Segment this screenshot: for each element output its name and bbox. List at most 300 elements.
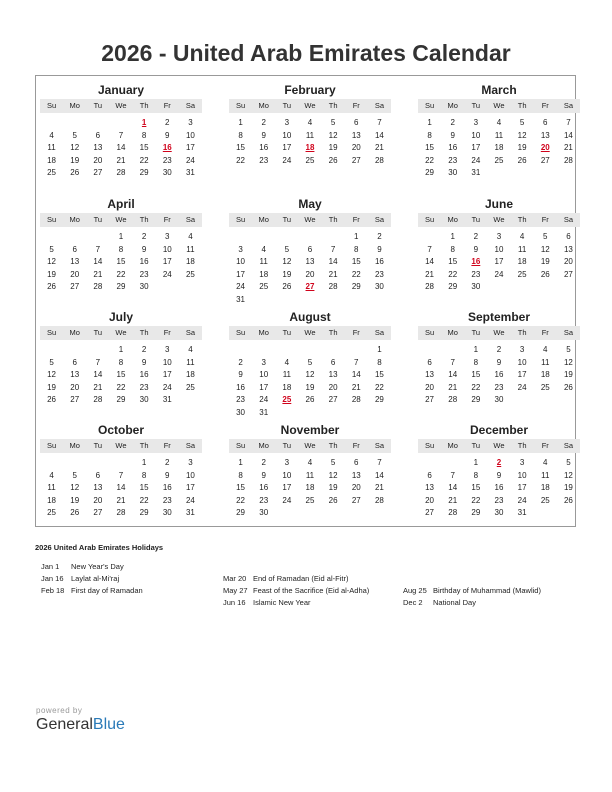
month-october	[40, 423, 202, 520]
generalblue-logo[interactable]	[36, 716, 125, 734]
day-cell: 22	[471, 382, 481, 392]
day-cell: 11	[541, 357, 550, 367]
week-row	[229, 256, 391, 269]
empty-cell	[86, 457, 109, 470]
day-cell: 26	[563, 495, 573, 505]
weekday-label: Su	[235, 215, 246, 224]
day-cell: 25	[517, 269, 527, 279]
holiday-day: 16	[162, 143, 172, 152]
week-row	[40, 130, 202, 143]
day-cell: 7	[118, 470, 124, 480]
week-row	[229, 382, 391, 395]
holiday-date: Aug 25	[403, 586, 427, 595]
day-cell: 29	[116, 395, 126, 404]
holiday-item	[218, 573, 369, 585]
weekday-label: We	[115, 328, 127, 337]
weekday-label: Mo	[258, 101, 269, 110]
week-row	[40, 369, 202, 382]
day-cell: 30	[471, 282, 481, 291]
day-cell: 18	[282, 382, 292, 392]
day-cell: 20	[351, 143, 361, 152]
day-cell: 21	[563, 143, 573, 152]
weekday-label: Su	[424, 328, 435, 337]
day-cell: 30	[374, 282, 384, 291]
day-cell: 11	[282, 370, 291, 379]
day-cell: 5	[49, 244, 54, 254]
weekday-label: We	[493, 441, 505, 450]
week-row	[40, 507, 202, 520]
weekday-header	[40, 326, 202, 340]
weekday-label: Sa	[374, 215, 384, 224]
brand-blue: Blue	[92, 716, 125, 733]
day-cell: 10	[517, 357, 527, 367]
day-cell: 26	[517, 155, 527, 165]
weekday-label: Mo	[258, 328, 269, 337]
day-cell: 16	[494, 483, 504, 492]
holiday-date: Feb 18	[41, 586, 65, 595]
holiday-date: Mar 20	[223, 574, 247, 583]
day-cell: 13	[70, 257, 80, 266]
day-cell: 21	[116, 495, 126, 505]
day-cell: 16	[259, 143, 269, 152]
holiday-name: New Year's Day	[71, 562, 124, 571]
day-cell: 3	[519, 458, 525, 467]
day-cell: 16	[494, 370, 504, 379]
day-cell: 8	[377, 357, 382, 367]
empty-cell	[322, 407, 345, 420]
weekday-header	[229, 439, 391, 453]
weekday-label: Mo	[258, 441, 269, 450]
weekday-label: Sa	[185, 101, 195, 110]
day-cell: 6	[72, 357, 77, 367]
day-cell: 5	[49, 357, 54, 367]
weekday-label: Th	[517, 215, 527, 224]
weekday-header	[418, 213, 580, 227]
day-cell: 10	[162, 244, 172, 254]
day-cell: 28	[448, 508, 458, 517]
day-cell: 17	[471, 143, 481, 152]
day-cell: 5	[72, 130, 77, 140]
day-cell: 3	[261, 357, 266, 367]
day-cell: 27	[540, 155, 550, 165]
empty-cell	[557, 394, 580, 407]
day-cell: 18	[259, 269, 269, 279]
week-row	[418, 155, 580, 168]
powered-by-label: powered by	[36, 706, 83, 715]
day-cell: 13	[93, 143, 103, 152]
day-cell: 10	[185, 470, 195, 480]
month-name: August	[289, 310, 331, 324]
day-cell: 9	[496, 357, 502, 367]
day-cell: 17	[162, 257, 172, 266]
day-cell: 14	[328, 257, 338, 266]
day-cell: 3	[165, 345, 170, 354]
month-february	[229, 83, 391, 167]
day-cell: 5	[519, 118, 525, 127]
day-cell: 17	[517, 483, 527, 492]
weekday-label: Mo	[447, 215, 458, 224]
day-cell: 9	[238, 370, 243, 379]
weekday-label: Th	[517, 101, 527, 110]
empty-cell	[252, 294, 275, 307]
day-cell: 19	[540, 257, 550, 266]
empty-cell	[252, 344, 275, 357]
day-cell: 27	[425, 395, 435, 404]
day-cell: 24	[494, 269, 504, 279]
day-cell: 4	[49, 130, 54, 140]
empty-cell	[534, 281, 557, 294]
day-cell: 25	[540, 495, 550, 505]
empty-cell	[322, 231, 345, 244]
day-cell: 23	[374, 269, 384, 279]
day-cell: 18	[185, 257, 195, 266]
weekday-header	[40, 99, 202, 113]
weekday-label: Sa	[563, 441, 573, 450]
week-row	[229, 231, 391, 244]
day-cell: 12	[517, 130, 527, 140]
month-december	[418, 423, 580, 520]
day-cell: 6	[427, 470, 432, 480]
holiday-date	[218, 561, 253, 573]
day-cell: 30	[139, 282, 149, 291]
day-cell: 5	[543, 232, 548, 241]
day-cell: 5	[330, 458, 336, 467]
weekday-label: Su	[46, 328, 57, 337]
holiday-date: May 27	[223, 586, 248, 595]
weekday-label: Tu	[471, 328, 481, 337]
day-cell: 27	[70, 395, 80, 404]
day-cell: 8	[427, 130, 432, 140]
day-cell: 29	[374, 395, 384, 404]
day-cell: 22	[351, 269, 361, 279]
day-cell: 25	[185, 269, 195, 279]
holiday-item	[398, 573, 541, 585]
day-cell: 13	[351, 470, 361, 480]
day-cell: 4	[307, 118, 313, 127]
day-cell: 20	[425, 495, 435, 505]
day-cell: 21	[374, 143, 384, 152]
empty-cell	[511, 167, 534, 180]
month-june	[418, 197, 580, 294]
day-cell: 4	[519, 232, 525, 241]
empty-cell	[298, 294, 321, 307]
page-title: 2026 - United Arab Emirates Calendar	[101, 40, 511, 66]
day-cell: 22	[236, 495, 246, 505]
week-row	[418, 142, 580, 155]
day-cell: 17	[236, 269, 246, 279]
empty-cell	[63, 117, 86, 130]
day-cell: 10	[517, 470, 527, 480]
day-cell: 15	[448, 257, 458, 266]
empty-cell	[557, 281, 580, 294]
week-row	[418, 495, 580, 508]
day-cell: 7	[118, 130, 124, 140]
weekday-label: Fr	[541, 328, 549, 337]
day-cell: 31	[471, 168, 481, 177]
weekday-label: We	[115, 441, 127, 450]
day-cell: 10	[185, 130, 195, 140]
day-cell: 25	[540, 382, 550, 392]
day-cell: 20	[93, 155, 103, 165]
weekday-label: Sa	[374, 441, 384, 450]
empty-cell	[179, 281, 202, 294]
day-cell: 19	[305, 382, 315, 392]
empty-cell	[275, 231, 298, 244]
week-row	[40, 256, 202, 269]
week-row	[418, 457, 580, 470]
day-cell: 18	[517, 257, 527, 266]
weekday-label: Fr	[163, 328, 171, 337]
weekday-label: Mo	[69, 441, 80, 450]
weekday-label: Tu	[93, 101, 103, 110]
day-cell: 26	[328, 495, 338, 505]
day-cell: 12	[328, 130, 338, 140]
holiday-date: Dec 2	[403, 598, 423, 607]
day-cell: 26	[70, 168, 80, 177]
month-name: July	[108, 310, 133, 324]
empty-cell	[368, 407, 391, 420]
weekday-header	[40, 213, 202, 227]
holiday-column	[398, 561, 541, 609]
empty-cell	[275, 294, 298, 307]
day-cell: 8	[473, 357, 479, 367]
empty-cell	[275, 344, 298, 357]
weekday-label: Fr	[352, 328, 360, 337]
week-row	[418, 382, 580, 395]
day-cell: 18	[305, 483, 315, 492]
day-cell: 1	[141, 458, 147, 467]
week-row	[229, 155, 391, 168]
week-row	[418, 470, 580, 483]
weekday-label: Tu	[471, 101, 481, 110]
day-cell: 14	[425, 257, 435, 266]
day-cell: 24	[162, 269, 172, 279]
week-row	[418, 369, 580, 382]
day-cell: 23	[236, 395, 246, 404]
week-row	[40, 117, 202, 130]
week-row	[229, 457, 391, 470]
day-cell: 15	[116, 257, 126, 266]
day-cell: 2	[165, 458, 170, 467]
day-cell: 10	[259, 370, 269, 379]
day-cell: 12	[282, 257, 292, 266]
day-cell: 8	[473, 470, 479, 480]
day-cell: 13	[93, 483, 103, 492]
day-cell: 7	[427, 244, 432, 254]
weekday-label: Su	[235, 441, 246, 450]
week-row	[229, 344, 391, 357]
day-cell: 3	[284, 458, 290, 467]
day-cell: 10	[471, 130, 481, 140]
week-row	[229, 244, 391, 257]
day-cell: 17	[282, 143, 292, 152]
day-cell: 22	[116, 269, 126, 279]
day-cell: 17	[185, 483, 195, 492]
month-name: November	[280, 423, 340, 437]
week-row	[40, 495, 202, 508]
day-cell: 31	[259, 407, 269, 417]
day-cell: 23	[259, 495, 269, 505]
day-cell: 26	[540, 269, 550, 279]
day-cell: 29	[139, 168, 149, 177]
week-row	[229, 269, 391, 282]
holiday-name: Islamic New Year	[253, 598, 311, 607]
day-cell: 5	[566, 458, 571, 467]
holiday-item	[36, 573, 143, 585]
weekday-label: We	[115, 215, 127, 224]
week-row	[40, 155, 202, 168]
day-cell: 21	[351, 382, 361, 392]
weekday-label: Mo	[447, 328, 458, 337]
weekday-label: Tu	[93, 441, 103, 450]
weekday-label: Sa	[374, 101, 384, 110]
day-cell: 13	[425, 483, 435, 492]
holiday-name: National Day	[433, 598, 476, 607]
weekday-label: Tu	[471, 215, 481, 224]
empty-cell	[63, 457, 86, 470]
day-cell: 28	[448, 395, 458, 404]
day-cell: 11	[47, 483, 56, 492]
empty-cell	[275, 407, 298, 420]
day-cell: 8	[141, 470, 147, 480]
weekday-label: Su	[235, 328, 246, 337]
day-cell: 22	[236, 155, 246, 165]
day-cell: 8	[118, 357, 124, 367]
weekday-header	[418, 439, 580, 453]
empty-cell	[298, 407, 321, 420]
week-row	[418, 507, 580, 520]
day-cell: 26	[305, 395, 315, 404]
weekday-label: Sa	[563, 215, 573, 224]
day-cell: 15	[236, 143, 246, 152]
weekday-label: Tu	[282, 328, 292, 337]
holiday-name: End of Ramadan (Eid al-Fitr)	[253, 574, 349, 583]
weekday-label: Fr	[352, 215, 360, 224]
day-cell: 22	[448, 269, 458, 279]
day-cell: 1	[473, 458, 479, 467]
weekday-label: We	[304, 101, 316, 110]
day-cell: 22	[425, 155, 435, 165]
weekday-label: Th	[328, 328, 338, 337]
month-name: September	[467, 310, 531, 324]
day-cell: 25	[494, 155, 504, 165]
day-cell: 14	[448, 370, 458, 379]
day-cell: 2	[165, 118, 170, 127]
day-cell: 19	[517, 143, 527, 152]
month-name: October	[97, 423, 144, 437]
day-cell: 9	[473, 244, 479, 254]
empty-cell	[511, 281, 534, 294]
weekday-label: Su	[46, 441, 57, 450]
day-cell: 22	[116, 382, 126, 392]
day-cell: 28	[93, 395, 103, 404]
holiday-item	[36, 561, 143, 573]
weekday-label: Fr	[352, 441, 360, 450]
day-cell: 13	[70, 370, 80, 379]
calendar-frame	[35, 75, 576, 527]
day-cell: 26	[282, 282, 292, 291]
day-cell: 23	[494, 495, 504, 505]
day-cell: 7	[377, 118, 382, 127]
day-cell: 31	[517, 508, 527, 517]
month-july	[40, 310, 202, 407]
weekday-label: Su	[46, 215, 57, 224]
day-cell: 4	[496, 118, 502, 127]
day-cell: 28	[374, 495, 384, 505]
holidays-title: 2026 United Arab Emirates Holidays	[35, 543, 164, 552]
empty-cell	[298, 231, 321, 244]
day-cell: 25	[47, 168, 57, 177]
day-cell: 7	[95, 244, 101, 254]
day-cell: 3	[496, 232, 502, 241]
day-cell: 22	[471, 495, 481, 505]
week-row	[229, 130, 391, 143]
day-cell: 6	[307, 244, 313, 254]
week-row	[418, 130, 580, 143]
holiday-day: 27	[305, 282, 315, 291]
day-cell: 19	[47, 269, 57, 279]
empty-cell	[368, 294, 391, 307]
day-cell: 14	[448, 483, 458, 492]
day-cell: 19	[47, 382, 57, 392]
week-row	[40, 470, 202, 483]
day-cell: 2	[261, 458, 266, 467]
week-row	[229, 294, 391, 307]
day-cell: 19	[328, 143, 338, 152]
day-cell: 6	[566, 232, 571, 241]
weekday-label: Mo	[447, 101, 458, 110]
day-cell: 1	[118, 232, 124, 241]
week-row	[40, 357, 202, 370]
month-may	[229, 197, 391, 306]
weekday-label: Fr	[163, 101, 171, 110]
holiday-day: 2	[496, 458, 502, 467]
day-cell: 13	[351, 130, 361, 140]
day-cell: 8	[141, 130, 147, 140]
day-cell: 30	[494, 395, 504, 404]
day-cell: 23	[448, 155, 458, 165]
weekday-header	[229, 99, 391, 113]
weekday-label: Su	[424, 101, 435, 110]
day-cell: 27	[563, 269, 573, 279]
day-cell: 4	[188, 232, 193, 241]
day-cell: 19	[70, 155, 80, 165]
day-cell: 29	[116, 282, 126, 291]
empty-cell	[418, 231, 441, 244]
empty-cell	[345, 294, 368, 307]
weekday-label: Su	[46, 101, 57, 110]
day-cell: 11	[259, 257, 268, 266]
empty-cell	[487, 167, 510, 180]
day-cell: 15	[236, 483, 246, 492]
day-cell: 16	[259, 483, 269, 492]
day-cell: 5	[72, 470, 77, 480]
holiday-item	[218, 597, 369, 609]
empty-cell	[86, 344, 109, 357]
brand-general: General	[36, 716, 93, 733]
day-cell: 2	[473, 232, 479, 241]
day-cell: 31	[185, 168, 195, 177]
day-cell: 22	[374, 382, 384, 392]
day-cell: 24	[236, 282, 246, 291]
day-cell: 30	[162, 168, 172, 177]
weekday-label: Sa	[185, 328, 195, 337]
day-cell: 28	[563, 155, 573, 165]
day-cell: 1	[450, 232, 455, 241]
day-cell: 2	[261, 118, 266, 127]
day-cell: 30	[162, 508, 172, 517]
day-cell: 1	[377, 345, 382, 354]
